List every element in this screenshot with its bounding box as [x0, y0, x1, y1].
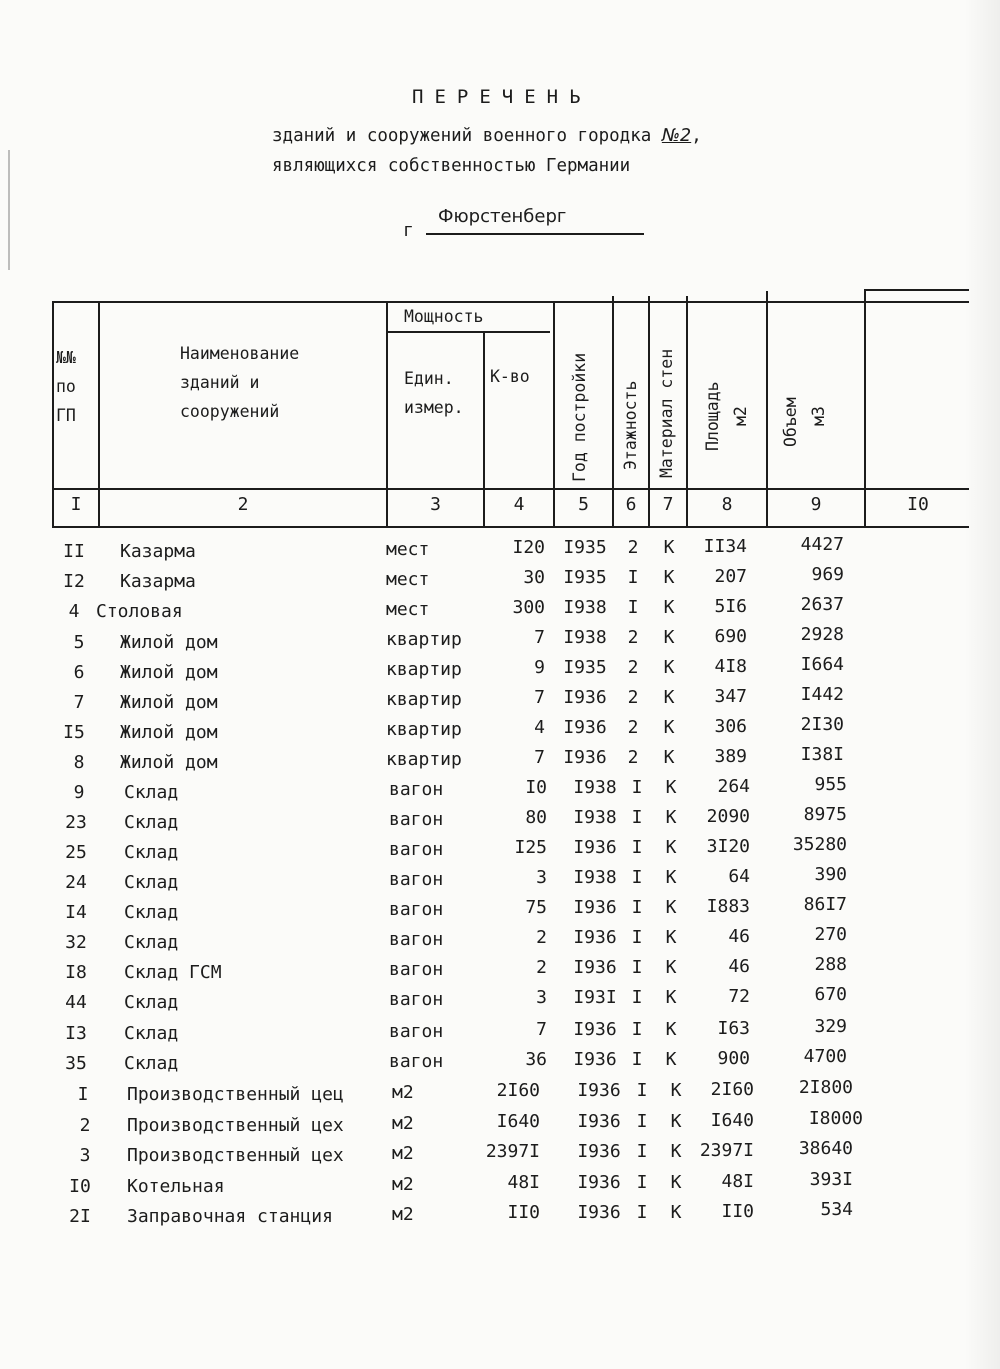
- cell-volume: 329: [814, 1016, 847, 1037]
- cell-num: I2: [63, 571, 85, 592]
- column-number: 4: [513, 494, 525, 515]
- cell-volume: 969: [811, 564, 844, 585]
- cell-material: К: [663, 717, 675, 738]
- city-name: Фюрстенберг: [438, 206, 567, 227]
- header-name: [180, 339, 299, 426]
- cell-material: К: [665, 867, 677, 888]
- column-number: I: [70, 494, 82, 515]
- cell-unit: м2: [392, 1174, 414, 1195]
- cell-qty: 9: [534, 657, 545, 678]
- cell-area: 48I: [721, 1171, 754, 1192]
- cell-unit: квартир: [386, 689, 462, 710]
- cell-unit: вагон: [389, 989, 444, 1010]
- cell-volume: 955: [814, 774, 847, 795]
- header-capacity: Мощность: [404, 307, 484, 326]
- cell-volume: 4427: [800, 534, 844, 555]
- cell-floors: 2: [627, 537, 639, 558]
- subtitle-text: зданий и сооружений военного городка: [272, 126, 652, 146]
- cell-volume: 35280: [792, 834, 847, 855]
- cell-year: I936: [577, 1141, 621, 1162]
- cell-unit: квартир: [386, 659, 462, 680]
- cell-unit: м2: [392, 1113, 414, 1134]
- cell-qty: 7: [534, 747, 545, 768]
- cell-num: I5: [63, 722, 85, 743]
- cell-year: I936: [577, 1202, 621, 1223]
- cell-year: I938: [573, 807, 617, 828]
- header-volume-line1: Объем: [781, 397, 800, 447]
- header-area-line2: м2: [731, 406, 750, 426]
- cell-name: Жилой дом: [120, 662, 218, 683]
- cell-year: I936: [573, 1019, 617, 1040]
- header-bottom-border: [52, 488, 969, 490]
- cell-num: 2I: [69, 1206, 91, 1227]
- cell-year: I936: [573, 957, 617, 978]
- cell-floors: I: [636, 1202, 648, 1223]
- cell-num: 32: [65, 932, 87, 953]
- cell-qty: II0: [507, 1202, 540, 1223]
- cell-qty: I640: [496, 1111, 540, 1132]
- cell-num: I0: [69, 1176, 91, 1197]
- cell-year: I936: [577, 1172, 621, 1193]
- cell-year: I938: [563, 627, 607, 648]
- cell-material: К: [663, 687, 675, 708]
- cell-floors: I: [631, 927, 643, 948]
- table-left-border: [52, 303, 54, 528]
- city-prefix: г: [403, 220, 414, 241]
- cell-area: 2090: [706, 806, 750, 827]
- cell-unit: квартир: [386, 629, 462, 650]
- cell-volume: I442: [800, 684, 844, 705]
- cell-material: К: [670, 1080, 682, 1101]
- cell-volume: 2637: [800, 594, 844, 615]
- cell-floors: 2: [627, 657, 639, 678]
- header-name-line1: Наименование: [180, 344, 300, 363]
- cell-floors: I: [631, 837, 643, 858]
- cell-area: 389: [714, 746, 747, 767]
- cell-area: 690: [714, 626, 747, 647]
- cell-volume: 2I800: [798, 1077, 853, 1098]
- cell-num: 24: [65, 872, 87, 893]
- cell-material: К: [670, 1172, 682, 1193]
- cell-qty: I20: [512, 537, 545, 558]
- cell-unit: мест: [386, 569, 430, 590]
- cell-qty: 2397I: [485, 1141, 540, 1162]
- cell-material: К: [665, 987, 677, 1008]
- cell-material: К: [663, 747, 675, 768]
- cell-num: 7: [73, 692, 85, 713]
- cell-year: I936: [573, 837, 617, 858]
- cell-floors: I: [631, 957, 643, 978]
- cell-year: I935: [563, 537, 607, 558]
- cell-name: Заправочная станция: [127, 1206, 333, 1227]
- capacity-divider: [386, 331, 550, 333]
- cell-volume: 2I30: [800, 714, 844, 735]
- header-area-line1: Площадь: [703, 381, 722, 451]
- cell-area: 72: [728, 986, 750, 1007]
- cell-name: Склад: [124, 1023, 179, 1044]
- cell-volume: I38I: [800, 744, 844, 765]
- cell-year: I936: [563, 687, 607, 708]
- cell-year: I935: [563, 567, 607, 588]
- cell-floors: 2: [627, 627, 639, 648]
- cell-material: К: [670, 1202, 682, 1223]
- cell-unit: вагон: [389, 869, 444, 890]
- cell-qty: 75: [525, 897, 547, 918]
- cell-unit: вагон: [389, 959, 444, 980]
- cell-material: К: [670, 1111, 682, 1132]
- cell-material: К: [665, 957, 677, 978]
- column-number: 9: [810, 494, 822, 515]
- column-number: 3: [430, 494, 441, 515]
- cell-num: 44: [65, 992, 87, 1013]
- cell-name: Склад: [124, 872, 179, 893]
- cell-qty: 80: [525, 807, 547, 828]
- cell-name: Склад: [124, 782, 179, 803]
- header-year: Год постройки: [570, 352, 589, 482]
- cell-material: К: [665, 777, 677, 798]
- city-underline: [426, 233, 644, 235]
- cell-material: К: [665, 1049, 677, 1070]
- cell-volume: 390: [814, 864, 847, 885]
- cell-num: 5: [73, 632, 85, 653]
- cell-area: 3I20: [706, 836, 750, 857]
- column-number: 6: [625, 494, 637, 515]
- cell-num: I3: [65, 1023, 87, 1044]
- cell-qty: 30: [523, 567, 545, 588]
- document-title: ПЕРЕЧЕНЬ: [412, 86, 592, 108]
- town-number: №2: [661, 126, 692, 146]
- cell-name: Склад: [124, 992, 179, 1013]
- cell-name: Казарма: [120, 571, 196, 592]
- cell-name: Столовая: [96, 601, 183, 622]
- cell-name: Производственный цех: [127, 1115, 344, 1136]
- cell-num: 23: [65, 812, 87, 833]
- column-number: I0: [907, 494, 929, 515]
- header-num: [56, 343, 96, 430]
- cell-volume: 2928: [800, 624, 844, 645]
- cell-num: I8: [65, 962, 87, 983]
- cell-year: I936: [577, 1111, 621, 1132]
- cell-material: К: [665, 837, 677, 858]
- cell-area: 46: [728, 956, 750, 977]
- cell-qty: I25: [514, 837, 547, 858]
- cell-qty: 300: [512, 597, 545, 618]
- column-number: 7: [662, 494, 674, 515]
- cell-area: 347: [714, 686, 747, 707]
- cell-qty: 7: [536, 1019, 547, 1040]
- cell-year: I936: [577, 1080, 621, 1101]
- cell-material: К: [665, 1019, 677, 1040]
- cell-unit: вагон: [389, 809, 444, 830]
- cell-material: К: [665, 927, 677, 948]
- cell-material: К: [663, 537, 675, 558]
- cell-year: I936: [563, 717, 607, 738]
- cell-name: Склад ГСМ: [124, 962, 222, 983]
- cell-volume: 4700: [803, 1046, 847, 1067]
- cell-area: 306: [714, 716, 747, 737]
- cell-year: I935: [563, 657, 607, 678]
- cell-num: I: [77, 1084, 89, 1105]
- cell-qty: 36: [525, 1049, 547, 1070]
- cell-qty: 2I60: [496, 1080, 540, 1101]
- cell-num: 9: [73, 782, 85, 803]
- cell-area: II0: [721, 1201, 754, 1222]
- cell-volume: 670: [814, 984, 847, 1005]
- cell-area: 900: [717, 1048, 750, 1069]
- cell-floors: I: [627, 567, 639, 588]
- col-divider-8: [766, 291, 768, 528]
- header-unit-line1: Един.: [404, 369, 454, 388]
- cell-year: I936: [573, 927, 617, 948]
- cell-unit: мест: [386, 599, 430, 620]
- cell-name: Производственный цех: [127, 1145, 344, 1166]
- cell-year: I938: [573, 777, 617, 798]
- header-qty: К-во: [490, 367, 530, 386]
- cell-num: 2: [79, 1115, 91, 1136]
- cell-num: 35: [65, 1053, 87, 1074]
- header-volume-line2: м3: [809, 406, 828, 426]
- cell-area: 46: [728, 926, 750, 947]
- cell-floors: I: [631, 987, 643, 1008]
- cell-name: Склад: [124, 902, 179, 923]
- header-material: Материал стен: [657, 348, 676, 478]
- cell-material: К: [665, 807, 677, 828]
- cell-num: 3: [79, 1145, 91, 1166]
- cell-unit: квартир: [386, 749, 462, 770]
- cell-unit: м2: [392, 1082, 414, 1103]
- cell-floors: I: [636, 1111, 648, 1132]
- cell-floors: I: [631, 867, 643, 888]
- cell-floors: 2: [627, 687, 639, 708]
- header-num-line1: №№: [56, 348, 76, 367]
- cell-num: II: [63, 541, 85, 562]
- cell-qty: 7: [534, 687, 545, 708]
- cell-unit: м2: [392, 1204, 414, 1225]
- cell-material: К: [663, 657, 675, 678]
- cell-area: 4I8: [714, 656, 747, 677]
- cell-area: I640: [710, 1110, 754, 1131]
- cell-qty: 7: [534, 627, 545, 648]
- cell-area: 2I60: [710, 1079, 754, 1100]
- cell-unit: вагон: [389, 839, 444, 860]
- column-number: 2: [237, 494, 249, 515]
- cell-num: 25: [65, 842, 87, 863]
- header-name-line3: сооружений: [180, 402, 280, 421]
- cell-volume: 8975: [803, 804, 847, 825]
- cell-unit: вагон: [389, 1051, 444, 1072]
- cell-num: 4: [68, 601, 80, 622]
- cell-qty: 3: [536, 867, 547, 888]
- cell-qty: 2: [536, 957, 547, 978]
- column-number-bottom-border: [52, 526, 969, 528]
- cell-material: К: [670, 1141, 682, 1162]
- cell-unit: вагон: [389, 779, 444, 800]
- cell-qty: 4: [534, 717, 545, 738]
- margin-mark: [8, 150, 10, 270]
- cell-qty: 3: [536, 987, 547, 1008]
- cell-volume: 86I7: [803, 894, 847, 915]
- cell-name: Жилой дом: [120, 632, 218, 653]
- cell-floors: I: [636, 1141, 648, 1162]
- cell-year: I93I: [573, 987, 617, 1008]
- cell-floors: I: [631, 777, 643, 798]
- cell-floors: 2: [627, 717, 639, 738]
- cell-floors: I: [631, 1049, 643, 1070]
- cell-year: I936: [573, 897, 617, 918]
- cell-material: К: [665, 897, 677, 918]
- header-unit: [404, 364, 464, 422]
- cell-volume: I664: [800, 654, 844, 675]
- cell-volume: I8000: [808, 1108, 863, 1129]
- cell-area: 264: [717, 776, 750, 797]
- cell-area: 2397I: [699, 1140, 754, 1161]
- header-name-line2: зданий и: [180, 373, 260, 392]
- cell-volume: 288: [814, 954, 847, 975]
- cell-unit: вагон: [389, 899, 444, 920]
- cell-name: Котельная: [127, 1176, 225, 1197]
- cell-unit: вагон: [389, 1021, 444, 1042]
- cell-floors: I: [631, 1019, 643, 1040]
- cell-volume: 38640: [798, 1138, 853, 1159]
- cell-name: Казарма: [120, 541, 196, 562]
- cell-area: 5I6: [714, 596, 747, 617]
- cell-year: I938: [563, 597, 607, 618]
- cell-material: К: [663, 597, 675, 618]
- cell-qty: 2: [536, 927, 547, 948]
- cell-name: Склад: [124, 842, 179, 863]
- cell-num: 8: [73, 752, 85, 773]
- cell-floors: I: [631, 807, 643, 828]
- cell-qty: 48I: [507, 1172, 540, 1193]
- table-top-border: [52, 301, 969, 303]
- cell-name: Жилой дом: [120, 692, 218, 713]
- cell-floors: I: [636, 1080, 648, 1101]
- cell-floors: 2: [627, 747, 639, 768]
- cell-material: К: [663, 567, 675, 588]
- cell-volume: 270: [814, 924, 847, 945]
- header-unit-line2: измер.: [404, 398, 464, 417]
- cell-unit: мест: [386, 539, 430, 560]
- document-subtitle-line2: являющихся собственностью Германии: [272, 156, 631, 176]
- cell-floors: I: [627, 597, 639, 618]
- cell-volume: 393I: [809, 1169, 853, 1190]
- cell-unit: вагон: [389, 929, 444, 950]
- column-number: 8: [721, 494, 733, 515]
- document-subtitle-line1: [272, 126, 702, 146]
- column-number: 5: [578, 494, 589, 515]
- header-floors: Этажность: [621, 380, 640, 470]
- header-num-line2: по: [56, 377, 76, 396]
- cell-qty: I0: [525, 777, 547, 798]
- cell-year: I936: [563, 747, 607, 768]
- col-divider-9: [864, 289, 866, 528]
- cell-volume: 534: [820, 1199, 853, 1220]
- cell-unit: м2: [392, 1143, 414, 1164]
- cell-name: Производственный цец: [127, 1084, 344, 1105]
- cell-area: I63: [717, 1018, 750, 1039]
- cell-num: 6: [73, 662, 85, 683]
- cell-area: II34: [703, 536, 747, 557]
- cell-area: 64: [728, 866, 750, 887]
- subtitle-comma: ,: [691, 126, 702, 146]
- cell-year: I936: [573, 1049, 617, 1070]
- cell-name: Жилой дом: [120, 752, 218, 773]
- cell-name: Склад: [124, 812, 179, 833]
- cell-name: Жилой дом: [120, 722, 218, 743]
- cell-name: Склад: [124, 932, 179, 953]
- cell-material: К: [663, 627, 675, 648]
- cell-floors: I: [631, 897, 643, 918]
- header-num-line3: ГП: [56, 406, 76, 425]
- cell-unit: квартир: [386, 719, 462, 740]
- cell-year: I938: [573, 867, 617, 888]
- table-top-border-extension: [865, 289, 969, 291]
- page-edge-shadow: [964, 0, 1000, 1369]
- cell-area: I883: [706, 896, 750, 917]
- cell-num: I4: [65, 902, 87, 923]
- cell-floors: I: [636, 1172, 648, 1193]
- cell-area: 207: [714, 566, 747, 587]
- cell-name: Склад: [124, 1053, 179, 1074]
